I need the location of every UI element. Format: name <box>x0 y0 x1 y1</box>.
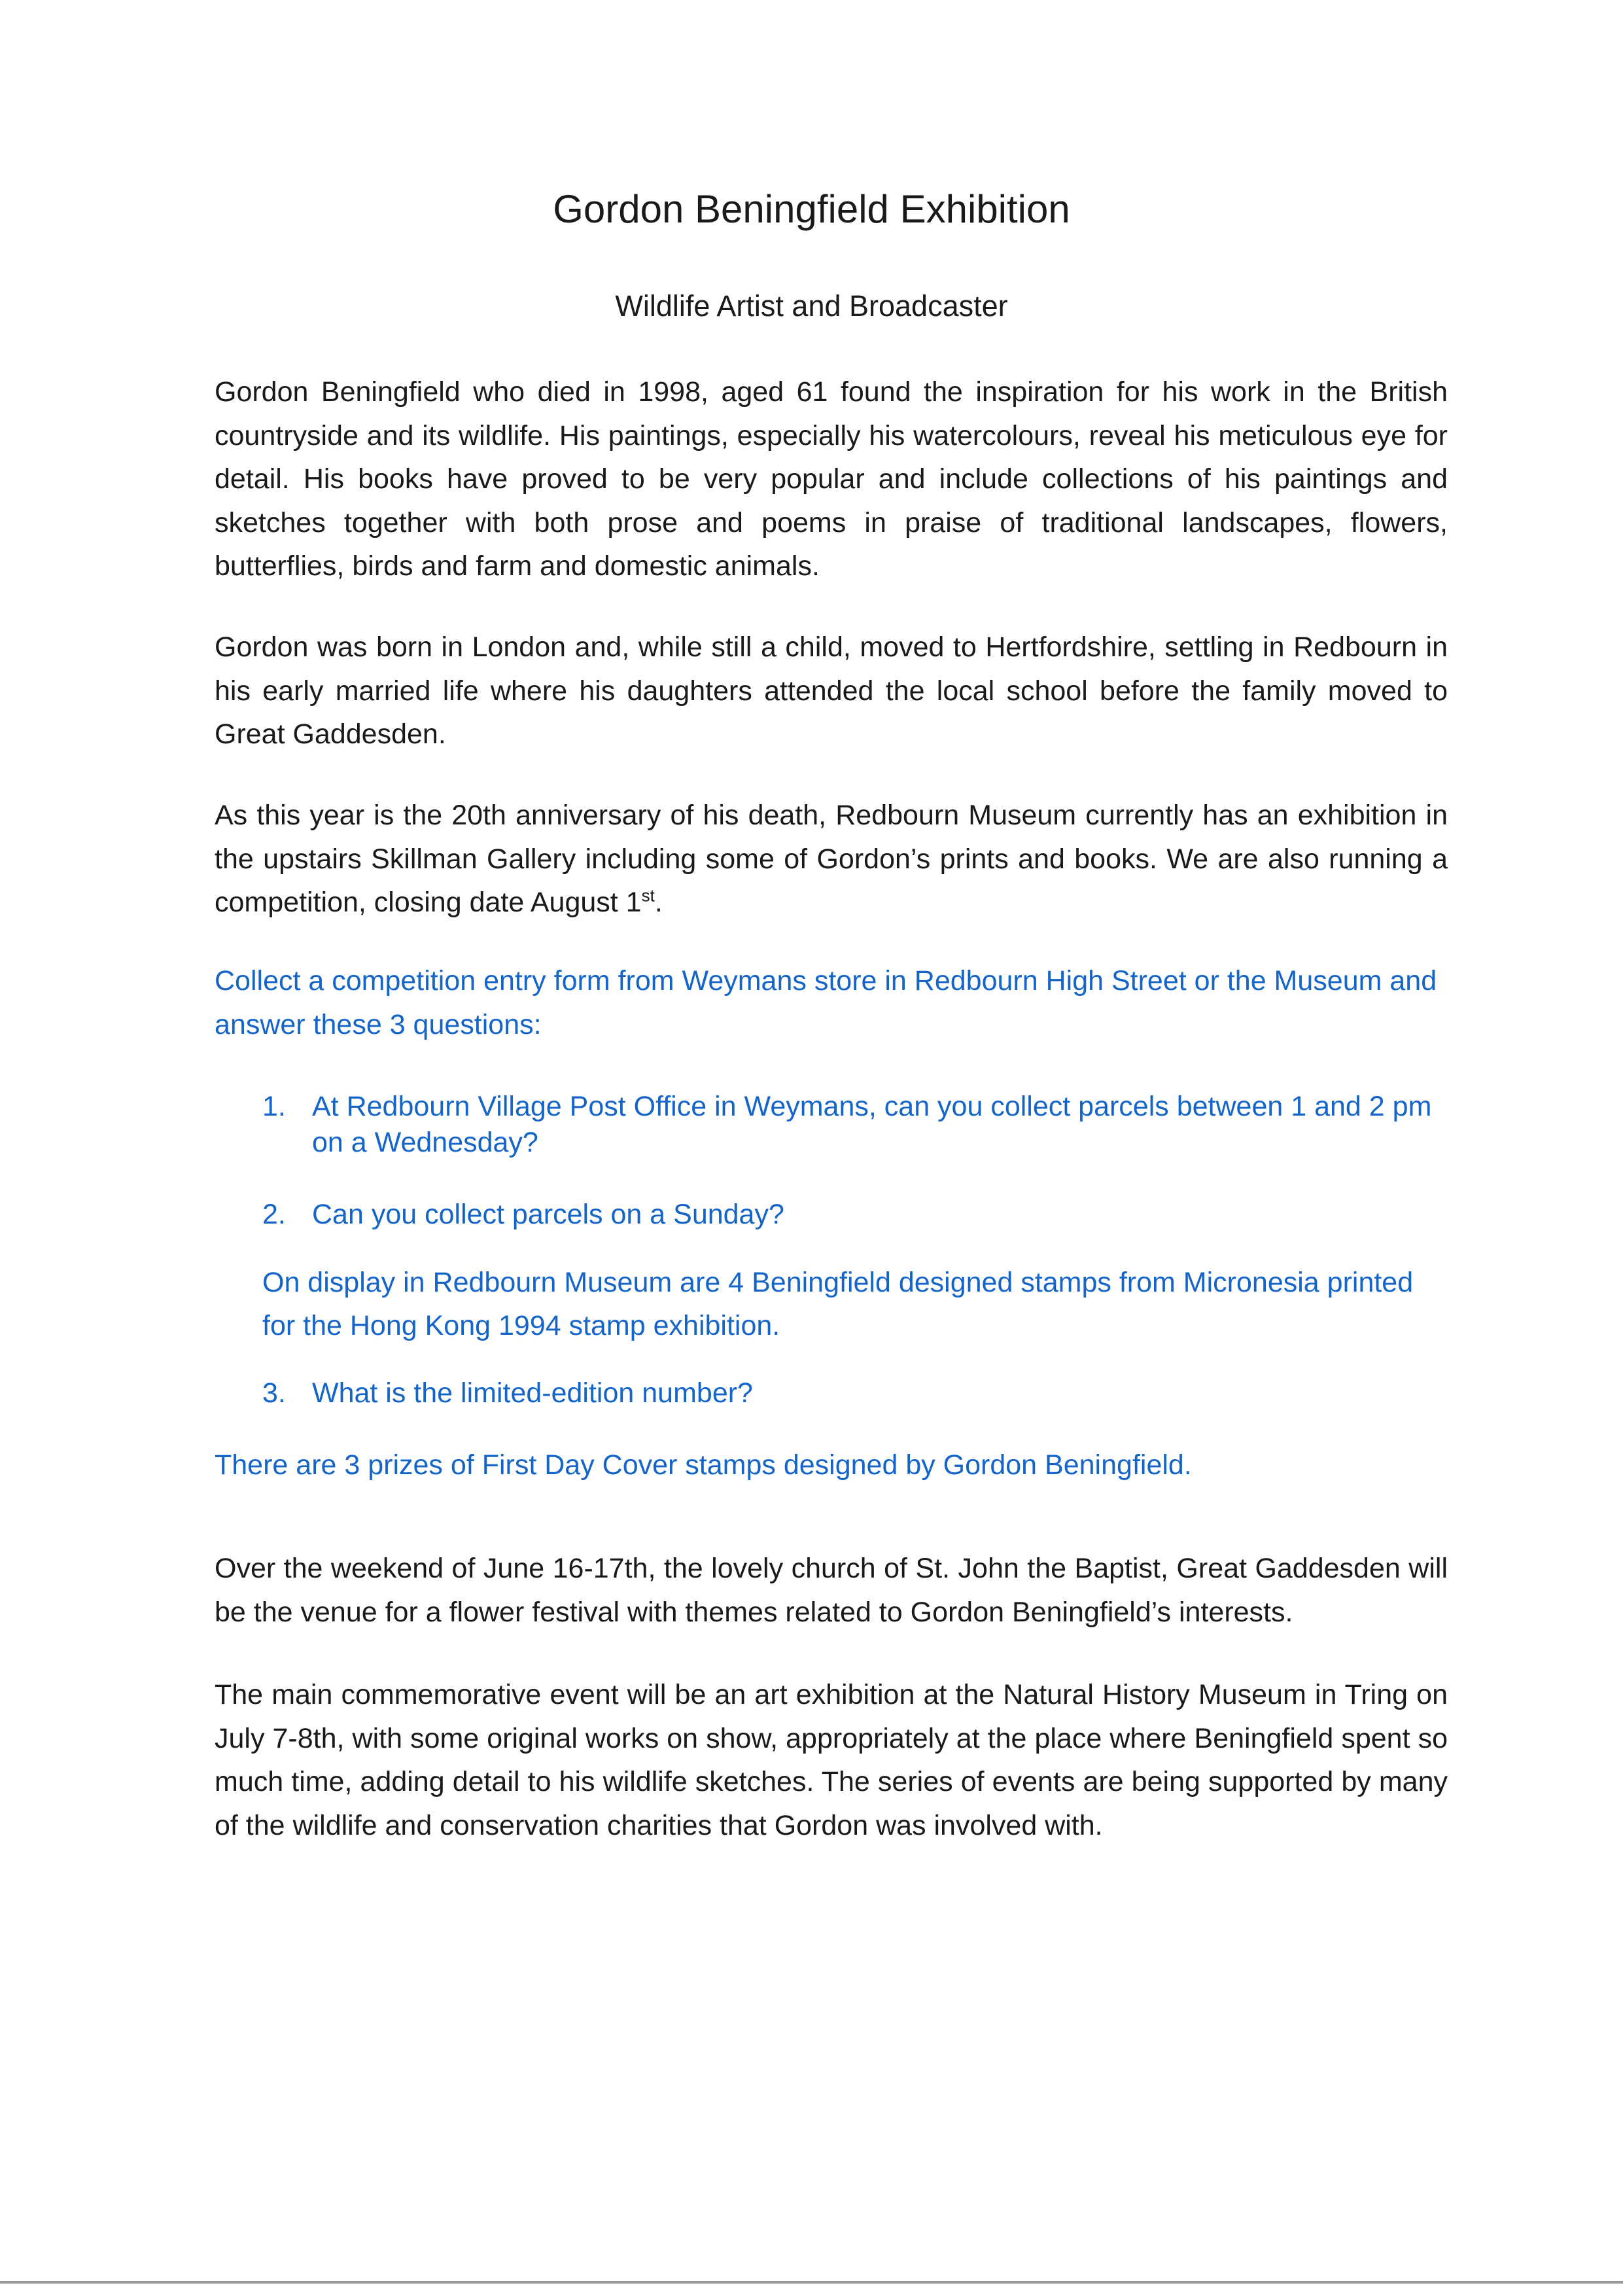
paragraph-flower-festival: Over the weekend of June 16-17th, the lovely church of St. John the Baptist, Great Gaddesden will be the venue for a flower festival with themes related to Gordon Beningfield’s interests. <box>215 1553 1448 1628</box>
page-title: Gordon Beningfield Exhibition <box>553 187 1070 231</box>
scan-edge-line <box>0 2281 1623 2284</box>
page-subtitle: Wildlife Artist and Broadcaster <box>615 289 1008 323</box>
question-item <box>262 1197 1446 1233</box>
paragraph-early-life: Gordon was born in London and, while still a child, moved to Hertfordshire, settling in Redbourn in his early married life where his daughters attended the local school before the family moved to Great Gaddesden. <box>215 631 1448 750</box>
question-number: 3. <box>262 1377 286 1409</box>
question-number: 1. <box>262 1091 286 1122</box>
anniversary-text: As this year is the 20th anniversary of his death, Redbourn Museum currently has an exhibition in the upstairs Skillman Gallery including some of Gordon’s prints and books. We are also running a competition, closing date August 1 <box>215 800 1448 918</box>
prizes-note: There are 3 prizes of First Day Cover stamps designed by Gordon Beningfield. <box>215 1449 1192 1481</box>
stamp-display-note: On display in Redbourn Museum are 4 Beningfield designed stamps from Micronesia printed for the Hong Kong 1994 stamp exhibition. <box>262 1267 1414 1341</box>
paragraph-biography: Gordon Beningfield who died in 1998, aged 61 found the inspiration for his work in the British countryside and its wildlife. His paintings, especially his watercolours, reveal his meticulous eye for detail. His books have proved to be very popular and include collections of his paintings and sketches together with both prose and poems in praise of traditional landscapes, flowers, butterflies, birds and farm and domestic animals. <box>215 376 1448 582</box>
question-number: 2. <box>262 1199 286 1230</box>
question-text: What is the limited-edition number? <box>312 1377 753 1409</box>
paragraph-art-exhibition: The main commemorative event will be an art exhibition at the Natural History Museum in Tring on July 7-8th, with some original works on show, appropriately at the place where Beningfield spent so much time, adding detail to his wildlife sketches. The series of events are being supported by many of the wildlife and conservation charities that Gordon was involved with. <box>215 1679 1448 1841</box>
paragraph-anniversary <box>215 794 1448 925</box>
question-item <box>262 1089 1446 1161</box>
question-text: Can you collect parcels on a Sunday? <box>312 1199 784 1230</box>
question-text: At Redbourn Village Post Office in Weymans, can you collect parcels between 1 and 2 pm on a Wednesday? <box>312 1091 1432 1158</box>
question-item <box>262 1375 1446 1411</box>
ordinal-suffix: st <box>641 885 655 906</box>
competition-intro: Collect a competition entry form from Weymans store in Redbourn High Street or the Museum and answer these 3 questions: <box>215 965 1437 1040</box>
anniversary-end: . <box>654 887 663 918</box>
